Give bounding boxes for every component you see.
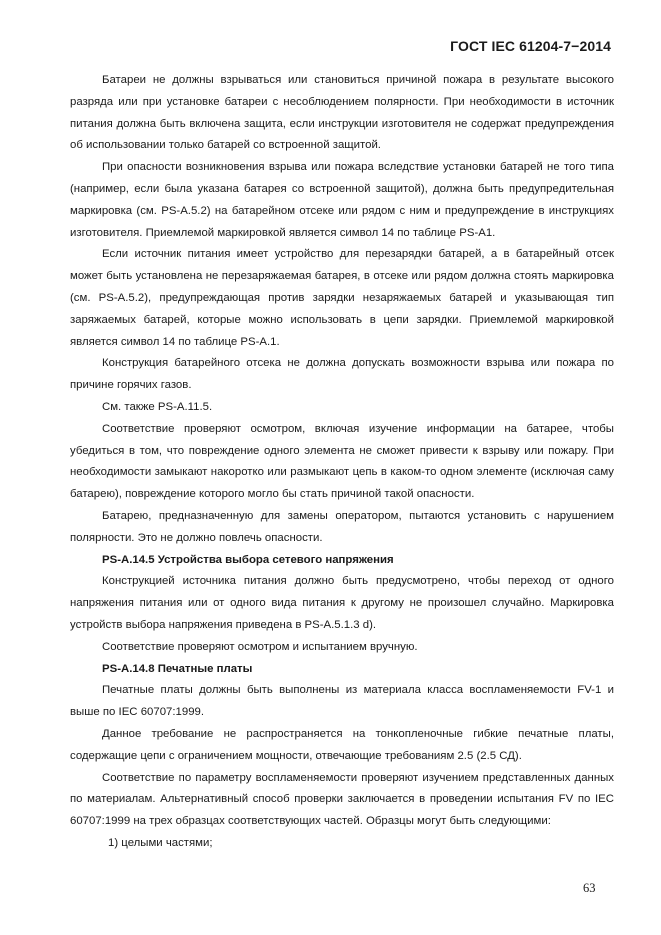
page-number: 63 bbox=[583, 881, 596, 895]
paragraph: Соответствие проверяют осмотром, включая изучение информации на батарее, чтобы убедиться в том, что повреждение одного элемента не сможет привести к взрыву или пожару. При необходимости замыкают накоротко или размыкают цепь в каком-то одном элементе (исключая саму батарею), повреждение которого могло бы стать причиной такой опасности. bbox=[70, 422, 614, 501]
document-body bbox=[70, 70, 614, 855]
paragraph: Если источник питания имеет устройство для перезарядки батарей, а в батарейный отсек может быть установлена не перезаряжаемая батарея, в отсеке или рядом должна стоять маркировка (см. PS-A.5.2), предупреждающая против зарядки незаряжаемых батарей и указывающая тип заряжаемых батарей, которые можно использовать в цепи зарядки. Приемлемой маркировкой является символ 14 по таблице PS-A.1. bbox=[70, 248, 614, 348]
paragraph: Батарею, предназначенную для замены оператором, пытаются установить с нарушением полярности. Это не должно повлечь опасности. bbox=[70, 509, 614, 544]
list-item: 1) целыми частями; bbox=[108, 836, 213, 849]
paragraph: Конструкция батарейного отсека не должна допускать возможности взрыва или пожара по причине горячих газов. bbox=[70, 357, 614, 392]
section-heading: PS-A.14.5 Устройства выбора сетевого напряжения bbox=[102, 553, 394, 566]
paragraph: Печатные платы должны быть выполнены из материала класса воспламеняемости FV-1 и выше по IEC 60707:1999. bbox=[70, 684, 614, 719]
paragraph: См. также PS-A.11.5. bbox=[102, 400, 213, 413]
paragraph: Данное требование не распространяется на тонкопленочные гибкие печатные платы, содержащие цепи с ограничением мощности, отвечающие требованиям 2.5 (2.5 СД). bbox=[70, 727, 614, 762]
paragraph: Соответствие по параметру воспламеняемости проверяют изучением представленных данных по материалам. Альтернативный способ проверки заключается в проведении испытания FV по IEC 60707:1999 на трех образцах соответствующих частей. Образцы могут быть следующими: bbox=[70, 771, 614, 828]
paragraph: Конструкцией источника питания должно быть предусмотрено, чтобы переход от одного напряжения питания или от одного вида питания к другому не произошел случайно. Маркировка устройств выбора напряжения приведена в PS-A.5.1.3 d). bbox=[70, 575, 614, 631]
paragraph: При опасности возникновения взрыва или пожара вследствие установки батарей не того типа (например, если была указана батарея со встроенной защитой), должна быть предупредительная маркировка (см. PS-A.5.2) на батарейном отсеке или рядом с ним и предупреждение в инструкциях изготовителя. Приемлемой маркировкой является символ 14 по таблице PS-A1. bbox=[70, 161, 614, 239]
paragraph: Батареи не должны взрываться или становиться причиной пожара в результате высокого разряда или при установке батареи с несоблюдением полярности. При необходимости в источник питания должна быть включена защита, если инструкции изготовителя не содержат предупреждения об использовании только батарей со встроенной защитой. bbox=[70, 74, 614, 152]
paragraph: Соответствие проверяют осмотром и испытанием вручную. bbox=[102, 640, 418, 653]
section-heading: PS-A.14.8 Печатные платы bbox=[102, 662, 253, 675]
standard-title: ГОСТ IEC 61204-7−2014 bbox=[450, 38, 611, 54]
